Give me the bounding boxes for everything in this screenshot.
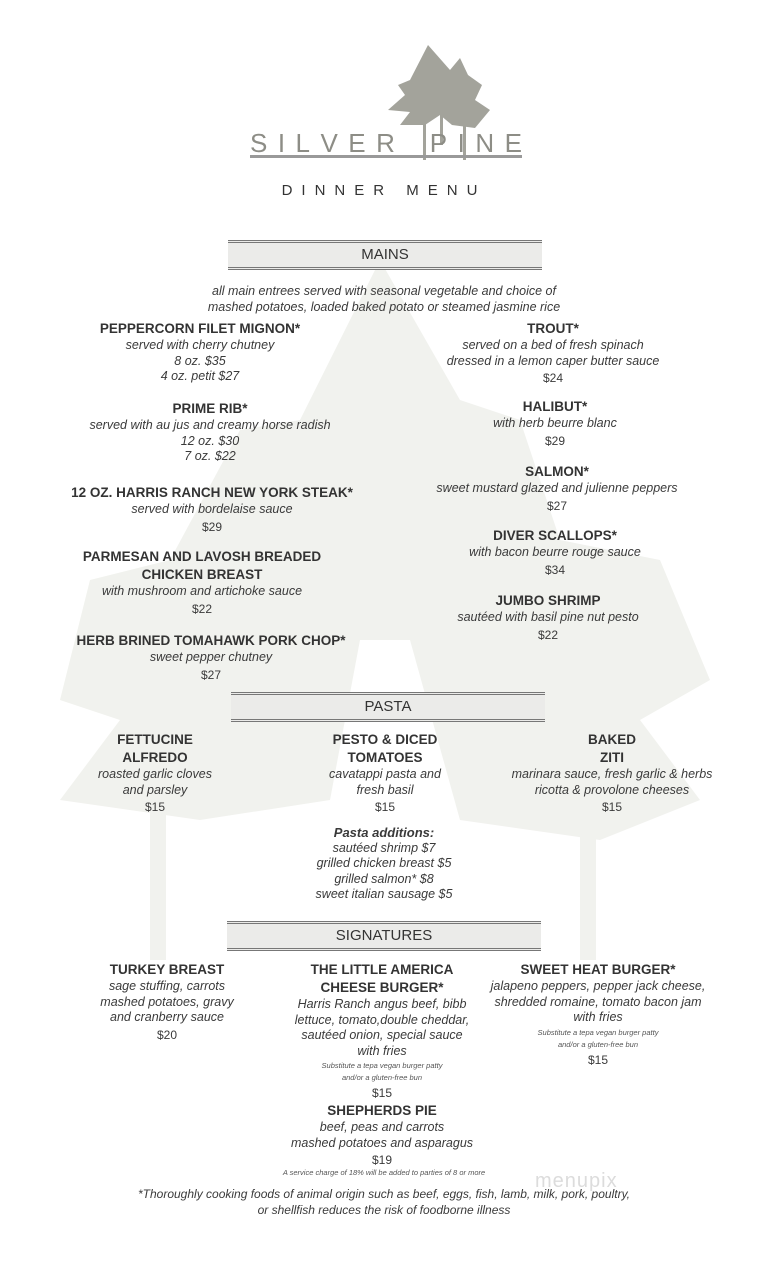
- item-name: PEPPERCORN FILET MIGNON*: [99, 321, 301, 336]
- item-name: TOMATOES: [347, 750, 423, 765]
- item-description: with herb beurre blanc: [493, 416, 617, 430]
- item-name: TROUT*: [527, 321, 579, 336]
- pasta-addition: grilled salmon* $8: [334, 871, 434, 886]
- item-price: $29: [544, 433, 566, 448]
- item-description: Harris Ranch angus beef, bibb: [297, 997, 467, 1011]
- item-price: $15: [144, 800, 166, 814]
- item-description: cavatappi pasta and: [329, 767, 441, 781]
- menu-item-peppercorn: [20, 320, 380, 385]
- food-safety-footnote: [0, 1187, 768, 1218]
- item-name: HALIBUT*: [522, 399, 588, 414]
- item-name: 12 OZ. HARRIS RANCH NEW YORK STEAK*: [71, 485, 353, 500]
- intro-line: all main entrees served with seasonal vegetable and choice of: [212, 284, 556, 298]
- item-name: ALFREDO: [122, 750, 188, 765]
- section-header-pasta: PASTA: [231, 692, 545, 722]
- logo-letter: V: [320, 128, 338, 158]
- footnote-line: or shellfish reduces the risk of foodborne illness: [257, 1202, 511, 1217]
- item-description: sweet mustard glazed and julienne peppers: [436, 481, 678, 495]
- item-description: sautéed with basil pine nut pesto: [457, 610, 639, 624]
- item-price: $22: [191, 601, 213, 616]
- item-price: $15: [374, 800, 396, 814]
- item-description: and parsley: [122, 782, 188, 797]
- menu-item-ziti: [432, 731, 768, 815]
- item-description: shredded romaine, tomato bacon jam: [494, 994, 702, 1009]
- item-price: $19: [371, 1153, 393, 1167]
- menu-subtitle: DINNER MENU: [281, 182, 487, 199]
- item-name: FETTUCINE: [117, 732, 193, 747]
- item-description: served with cherry chutney: [125, 338, 275, 352]
- item-name: BAKED: [587, 732, 636, 747]
- section-header-mains: MAINS: [228, 240, 542, 270]
- item-price: $27: [546, 498, 568, 513]
- item-price: $20: [156, 1027, 178, 1042]
- logo-letter: E: [504, 128, 522, 158]
- item-name: SHEPHERDS PIE: [327, 1103, 437, 1118]
- item-description: sautéed onion, special sauce: [301, 1028, 463, 1042]
- logo-letter: E: [348, 128, 366, 158]
- pasta-addition: sautéed shrimp $7: [332, 840, 436, 855]
- logo-letter: I: [277, 128, 286, 158]
- item-note: and/or a gluten-free bun: [557, 1039, 639, 1049]
- item-price: $29: [201, 519, 223, 534]
- item-description: 7 oz. $22: [184, 449, 236, 463]
- menu-item-primerib: [30, 400, 390, 465]
- item-name: SALMON*: [525, 464, 589, 479]
- item-price: $15: [601, 800, 623, 814]
- item-description: 4 oz. petit $27: [160, 369, 240, 383]
- logo-letter: I: [457, 128, 465, 158]
- logo-letter: N: [475, 128, 495, 158]
- item-name: CHICKEN BREAST: [141, 567, 263, 582]
- menu-item-porkchop: [31, 632, 391, 683]
- item-name: CHEESE BURGER*: [320, 980, 444, 995]
- item-name: ZITI: [600, 750, 624, 765]
- menu-item-salmon: [377, 463, 737, 514]
- item-description: dressed in a lemon caper butter sauce: [446, 353, 660, 368]
- pasta-addition: grilled chicken breast $5: [316, 856, 452, 870]
- item-description: roasted garlic cloves: [98, 767, 212, 781]
- menu-item-shrimp: [368, 592, 728, 643]
- item-description: sage stuffing, carrots: [108, 979, 226, 993]
- item-price: $34: [544, 562, 566, 577]
- logo-rule: [250, 155, 522, 158]
- item-note: Substitute a tepa vegan burger patty: [321, 1061, 443, 1070]
- menu-item-halibut: [375, 398, 735, 449]
- item-name: THE LITTLE AMERICA: [310, 962, 454, 977]
- menu-item-trout: [373, 320, 733, 386]
- item-description: fresh basil: [356, 782, 414, 797]
- item-description: and cranberry sauce: [110, 1010, 224, 1024]
- item-price: $24: [542, 371, 564, 385]
- item-description: marinara sauce, fresh garlic & herbs: [511, 767, 713, 781]
- item-description: served with bordelaise sauce: [131, 502, 293, 516]
- item-price: $15: [371, 1086, 393, 1100]
- item-name: PARMESAN AND LAVOSH BREADED: [82, 549, 322, 564]
- item-description: jalapeno peppers, pepper jack cheese,: [490, 979, 706, 993]
- item-name: PRIME RIB*: [172, 401, 248, 416]
- item-description: with mushroom and artichoke sauce: [101, 584, 303, 598]
- item-description: 12 oz. $30: [180, 433, 240, 448]
- intro-line: mashed potatoes, loaded baked potato or steamed jasmine rice: [207, 300, 561, 314]
- item-description: served with au jus and creamy horse radish: [89, 418, 331, 432]
- menu-item-chicken: [22, 548, 382, 617]
- menu-item-shepherds: [202, 1102, 562, 1168]
- watermark-text: menupix: [535, 1170, 618, 1192]
- item-description: with fries: [573, 1010, 623, 1024]
- item-name: DIVER SCALLOPS*: [493, 528, 617, 543]
- menu-item-sweetheat: [418, 961, 768, 1068]
- item-note: Substitute a tepa vegan burger patty: [537, 1027, 659, 1037]
- item-price: $27: [200, 667, 222, 682]
- item-description: mashed potatoes, gravy: [100, 994, 234, 1009]
- item-description: sweet pepper chutney: [149, 650, 273, 664]
- item-price: $15: [587, 1052, 609, 1067]
- pasta-additions-title: Pasta additions:: [333, 825, 435, 840]
- item-price: $22: [537, 627, 559, 642]
- item-description: beef, peas and carrots: [319, 1120, 445, 1134]
- pasta-additions: [0, 825, 768, 903]
- item-name: HERB BRINED TOMAHAWK PORK CHOP*: [76, 633, 346, 648]
- service-charge-note: A service charge of 18% will be added to parties of 8 or more: [282, 1168, 486, 1177]
- menu-item-scallops: [375, 527, 735, 578]
- item-description: served on a bed of fresh spinach: [462, 338, 644, 352]
- item-note: and/or a gluten-free bun: [341, 1073, 423, 1082]
- pasta-addition: sweet italian sausage $5: [315, 887, 453, 901]
- item-description: with bacon beurre rouge sauce: [469, 545, 641, 559]
- logo-letter: L: [295, 128, 310, 158]
- item-description: ricotta & provolone cheeses: [534, 782, 690, 797]
- footnote-line: *Thoroughly cooking foods of animal origin such as beef, eggs, fish, lamb, milk, pork, poultry,: [137, 1187, 631, 1201]
- item-description: mashed potatoes and asparagus: [290, 1135, 474, 1150]
- item-description: lettuce, tomato,double cheddar,: [294, 1012, 470, 1027]
- item-description: with fries: [357, 1043, 407, 1058]
- item-name: PESTO & DICED: [332, 732, 438, 747]
- logo-letter: S: [250, 128, 268, 158]
- logo-letter: R: [376, 128, 395, 158]
- section-header-signatures: SIGNATURES: [227, 921, 541, 951]
- mains-intro: [0, 283, 768, 315]
- menu-item-nysteak: [32, 484, 392, 535]
- item-description: 8 oz. $35: [174, 353, 226, 368]
- item-name: JUMBO SHRIMP: [495, 593, 601, 608]
- item-name: TURKEY BREAST: [109, 962, 225, 977]
- item-name: SWEET HEAT BURGER*: [520, 962, 676, 977]
- logo-letter: P: [429, 128, 448, 158]
